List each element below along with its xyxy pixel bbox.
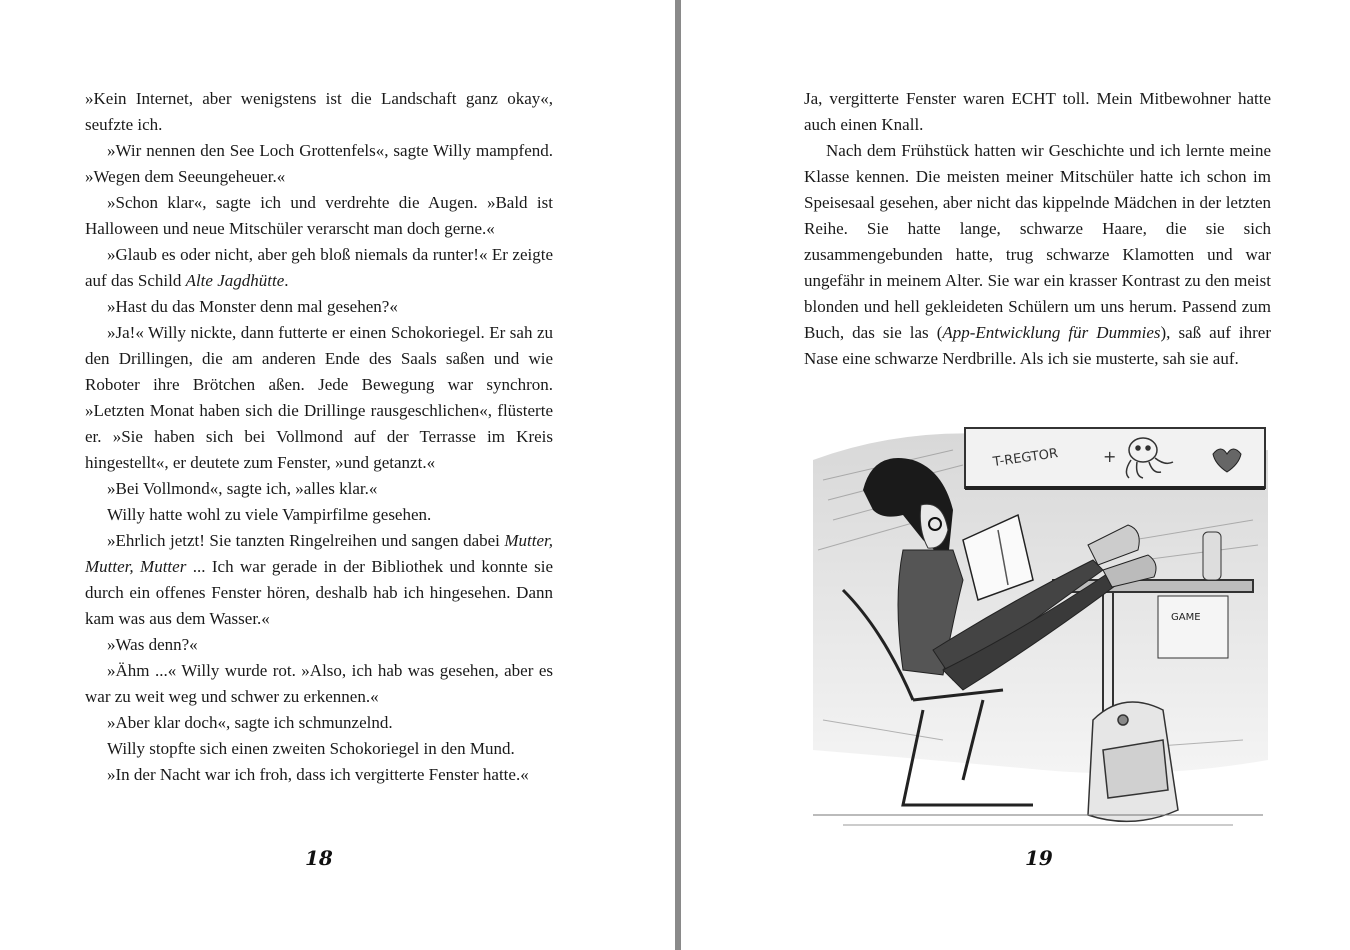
text-run: »Hast du das Monster denn mal gesehen?« (107, 297, 398, 316)
paragraph (85, 320, 553, 476)
page-number-left: 18 (305, 846, 333, 870)
desk-book (1158, 596, 1228, 658)
text-run: »Ja!« Willy nickte, dann futterte er einen Schokoriegel. Er sah zu den Drillingen, die am anderen Ende des Saals saßen und wie Roboter ihre Brötchen aßen. Jede Bewegung war synchron. »Letzten Monat haben sich die Drillinge rausgeschlichen«, flüsterte er. »Sie haben sich bei Vollmond auf der Terrasse im Kreis hingestellt«, er deutete zum Fenster, »und getanzt.« (85, 323, 553, 472)
paragraph (85, 86, 553, 138)
paragraph (804, 138, 1271, 372)
paragraph (85, 138, 553, 190)
text-run: ... Ich war gerade in der Bibliothek und konnte sie durch ein offenes Fenster hören, deshalb hab ich hingesehen. Dann kam was aus dem Wasser.« (85, 557, 553, 628)
paragraph (85, 762, 553, 788)
svg-text:GAME: GAME (1171, 612, 1201, 623)
text-run: »In der Nacht war ich froh, dass ich vergitterte Fenster hatte.« (107, 765, 529, 784)
svg-text:+: + (1103, 447, 1117, 466)
text-run: »Wir nennen den See Loch Grottenfels«, sagte Willy mampfend. »Wegen dem Seeungeheuer.« (85, 141, 553, 186)
text-run: »Ehrlich jetzt! Sie tanzten Ringelreihen und sangen dabei (107, 531, 505, 550)
paragraph (804, 86, 1271, 138)
page-number-right: 19 (1025, 846, 1053, 870)
backpack (1088, 702, 1178, 821)
paragraph (85, 242, 553, 294)
text-run: Willy stopfte sich einen zweiten Schokoriegel in den Mund. (107, 739, 515, 758)
right-page (681, 0, 1350, 950)
bottle (1203, 532, 1221, 580)
text-run: ), saß auf ihrer Nase eine schwarze Nerdbrille. Als ich sie musterte, sah sie auf. (804, 323, 1271, 368)
paragraph (85, 736, 553, 762)
paragraph (85, 528, 553, 632)
italic-title: Alte Jagdhütte (185, 271, 285, 290)
paragraph (85, 632, 553, 658)
blackboard-text: T-REGTOR (992, 446, 1060, 471)
text-run: »Kein Internet, aber wenigstens ist die Landschaft ganz okay«, seufzte ich. (85, 89, 553, 134)
paragraph (85, 294, 553, 320)
paragraph (85, 658, 553, 710)
text-run: . (284, 271, 289, 290)
italic-title: App-Entwicklung für Dummies (942, 323, 1161, 342)
text-run: Nach dem Frühstück hatten wir Geschichte und ich lernte meine Klasse kennen. Die meisten meiner Mitschüler hatte ich schon im Speisesaal gesehen, aber nicht das kippelnde Mädchen in der letzten Reihe. Sie hatte lange, schwarze Haare, die sie sich zusammengebunden hatte, trug schwarze Klamotten und war ungefähr in meinem Alter. Sie war ein krasser Kontrast zu den meist blonden und hell gekleideten Schülern um uns herum. Passend zum Buch, das sie las ( (804, 141, 1271, 342)
text-run: »Aber klar doch«, sagte ich schmunzelnd. (107, 713, 393, 732)
text-run: »Glaub es oder nicht, aber geh bloß niemals da runter!« Er zeigte auf das Schild (85, 245, 553, 290)
text-run: »Bei Vollmond«, sagte ich, »alles klar.« (107, 479, 378, 498)
paragraph (85, 190, 553, 242)
text-run: Willy hatte wohl zu viele Vampirfilme gesehen. (107, 505, 432, 524)
italic-title: Mutter, Mutter, Mutter (85, 531, 553, 576)
text-run: »Schon klar«, sagte ich und verdrehte die Augen. »Bald ist Halloween und neue Mitschüler verarscht man doch gerne.« (85, 193, 553, 238)
text-run: »Ähm ...« Willy wurde rot. »Also, ich hab was gesehen, aber es war zu weit weg und schwer zu erkennen.« (85, 661, 553, 706)
text-run: »Was denn?« (107, 635, 198, 654)
paragraph (85, 710, 553, 736)
paragraph (85, 502, 553, 528)
text-run: Ja, vergitterte Fenster waren ECHT toll. Mein Mitbewohner hatte auch einen Knall. (804, 89, 1271, 134)
paragraph (85, 476, 553, 502)
right-page-text (804, 86, 1271, 372)
illustration-girl-reading (803, 420, 1273, 840)
left-page-text (85, 86, 553, 788)
